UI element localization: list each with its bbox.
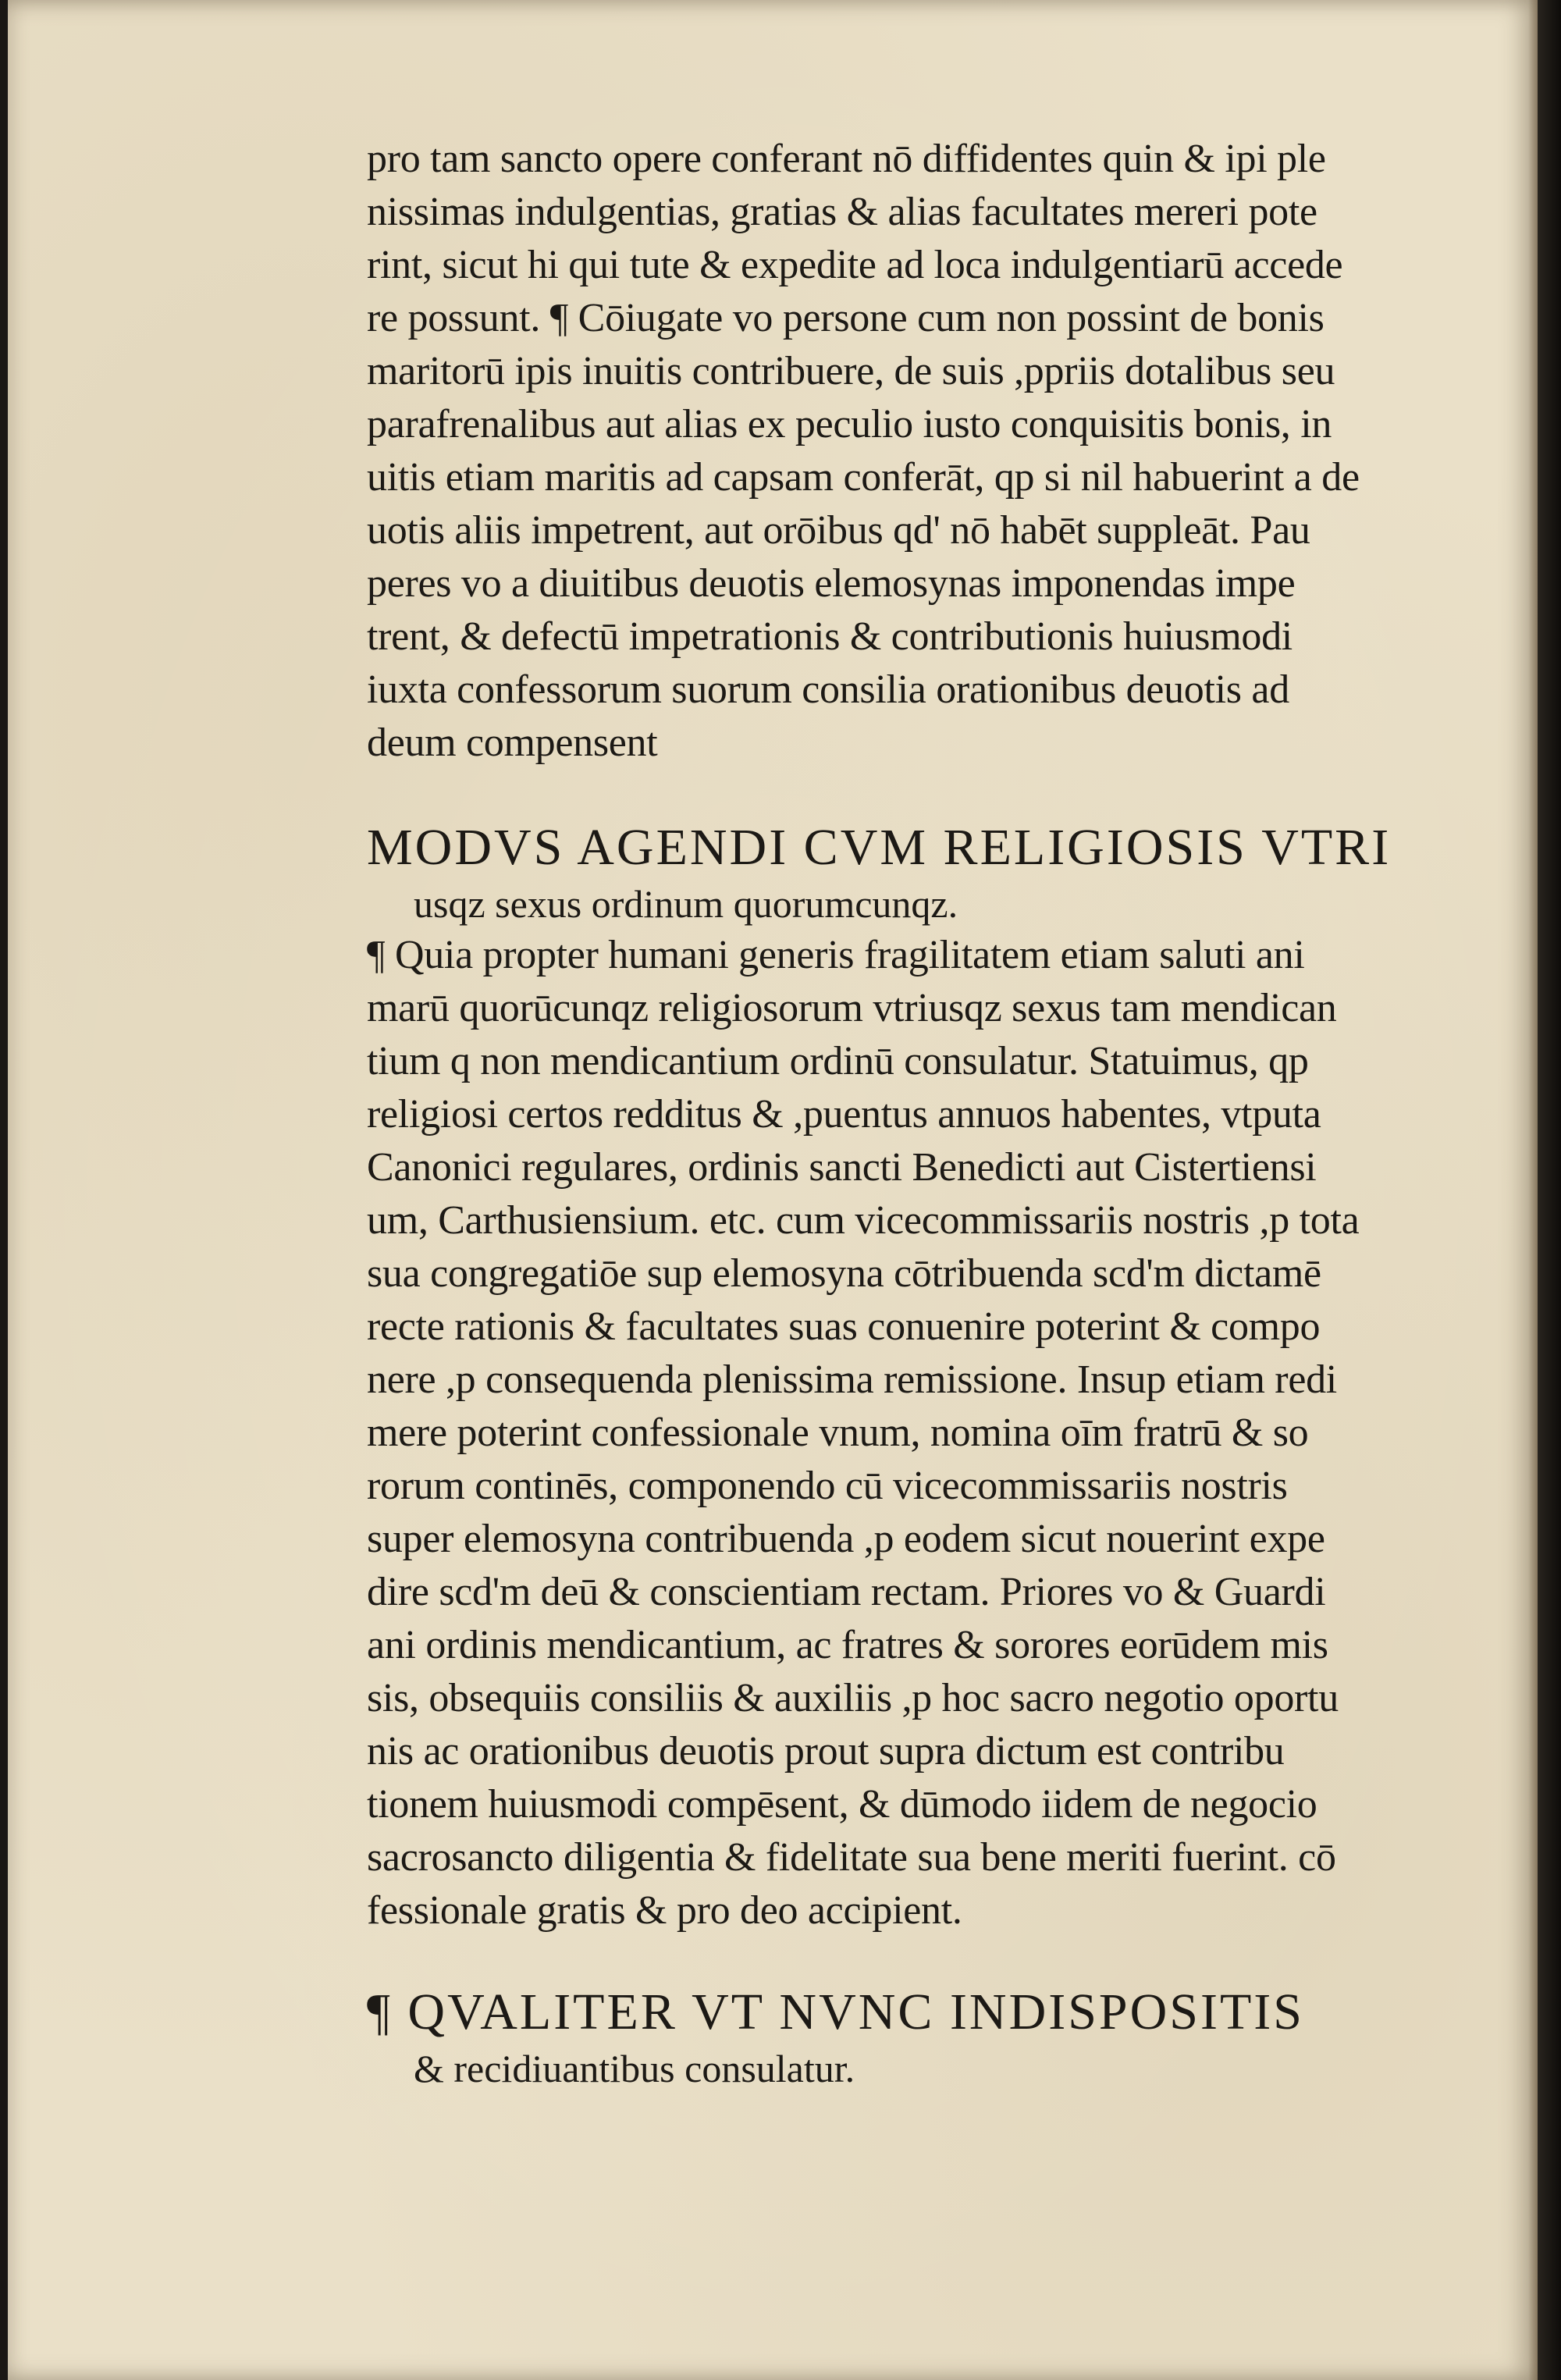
text-line: tionem huiusmodi compēsent, & dūmodo iidem de negocio (367, 1782, 1317, 1827)
text-line: re possunt. ¶ Cōiugate vo persone cum non possint de bonis (367, 296, 1325, 340)
text-line: nissimas indulgentias, gratias & alias facultates mereri pote (367, 190, 1317, 234)
text-line: rorum continēs, componendo cū vicecommissariis nostris (367, 1464, 1288, 1508)
page-edge-shadow (1528, 0, 1538, 2380)
text-line: fessionale gratis & pro deo accipient. (367, 1888, 962, 1933)
text-line: rint, sicut hi qui tute & expedite ad loca indulgentiarū accede (367, 243, 1343, 287)
text-line: religiosi certos redditus & ,puentus annuos habentes, vtputa (367, 1092, 1321, 1137)
section-subheading: usqz sexus ordinum quorumcunqz. (414, 882, 958, 926)
text-line: um, Carthusiensium. etc. cum vicecommissariis nostris ,p tota (367, 1198, 1360, 1243)
section-subheading: & recidiuantibus consulatur. (414, 2047, 855, 2090)
text-line: trent, & defectū impetrationis & contributionis huiusmodi (367, 614, 1293, 659)
text-line: ¶ Quia propter humani generis fragilitatem etiam saluti ani (367, 933, 1305, 977)
text-line: parafrenalibus aut alias ex peculio iusto conquisitis bonis, in (367, 402, 1332, 446)
text-line: uotis aliis impetrent, aut orōibus qd' nō habēt suppleāt. Pau (367, 508, 1310, 553)
text-line: iuxta confessorum suorum consilia orationibus deuotis ad (367, 667, 1289, 712)
text-line: mere poterint confessionale vnum, nomina oīm fratrū & so (367, 1411, 1309, 1455)
text-column (367, 133, 1506, 2094)
section-heading: ¶ QVALITER VT NVNC INDISPOSITIS (367, 1983, 1304, 2040)
text-line: nere ,p consequenda plenissima remissione. Insup etiam redi (367, 1357, 1337, 1402)
paragraph-1 (367, 133, 1506, 770)
text-line: tium q non mendicantium ordinū consulatur. Statuimus, qp (367, 1039, 1309, 1083)
text-line: ani ordinis mendicantium, ac fratres & sorores eorūdem mis (367, 1623, 1328, 1667)
text-line: peres vo a diuitibus deuotis elemosynas imponendas impe (367, 561, 1296, 606)
text-line: maritorū ipis inuitis contribuere, de suis ,ppriis dotalibus seu (367, 349, 1335, 393)
text-line: uitis etiam maritis ad capsam conferāt, qp si nil habuerint a de (367, 455, 1360, 500)
paragraph-2 (367, 929, 1506, 1937)
text-line: sua congregatiōe sup elemosyna cōtribuenda scd'm dictamē (367, 1251, 1321, 1296)
text-line: dire scd'm deū & conscientiam rectam. Priores vo & Guardi (367, 1570, 1326, 1614)
text-line: super elemosyna contribuenda ,p eodem sicut nouerint expe (367, 1517, 1325, 1561)
document-page (8, 0, 1538, 2380)
text-line: marū quorūcunqz religiosorum vtriusqz sexus tam mendican (367, 986, 1337, 1030)
text-line: sacrosancto diligentia & fidelitate sua bene meriti fuerint. cō (367, 1835, 1336, 1880)
text-line: nis ac orationibus deuotis prout supra dictum est contribu (367, 1729, 1285, 1773)
text-line: Canonici regulares, ordinis sancti Benedicti aut Cistertiensi (367, 1145, 1317, 1190)
text-line: recte rationis & facultates suas conuenire poterint & compo (367, 1304, 1321, 1349)
text-line: sis, obsequiis consiliis & auxiliis ,p hoc sacro negotio oportu (367, 1676, 1339, 1720)
section-heading: MODVS AGENDI CVM RELIGIOSIS VTRI (367, 819, 1392, 876)
text-line: pro tam sancto opere conferant nō diffidentes quin & ipi ple (367, 137, 1326, 181)
text-line: deum compensent (367, 720, 658, 765)
